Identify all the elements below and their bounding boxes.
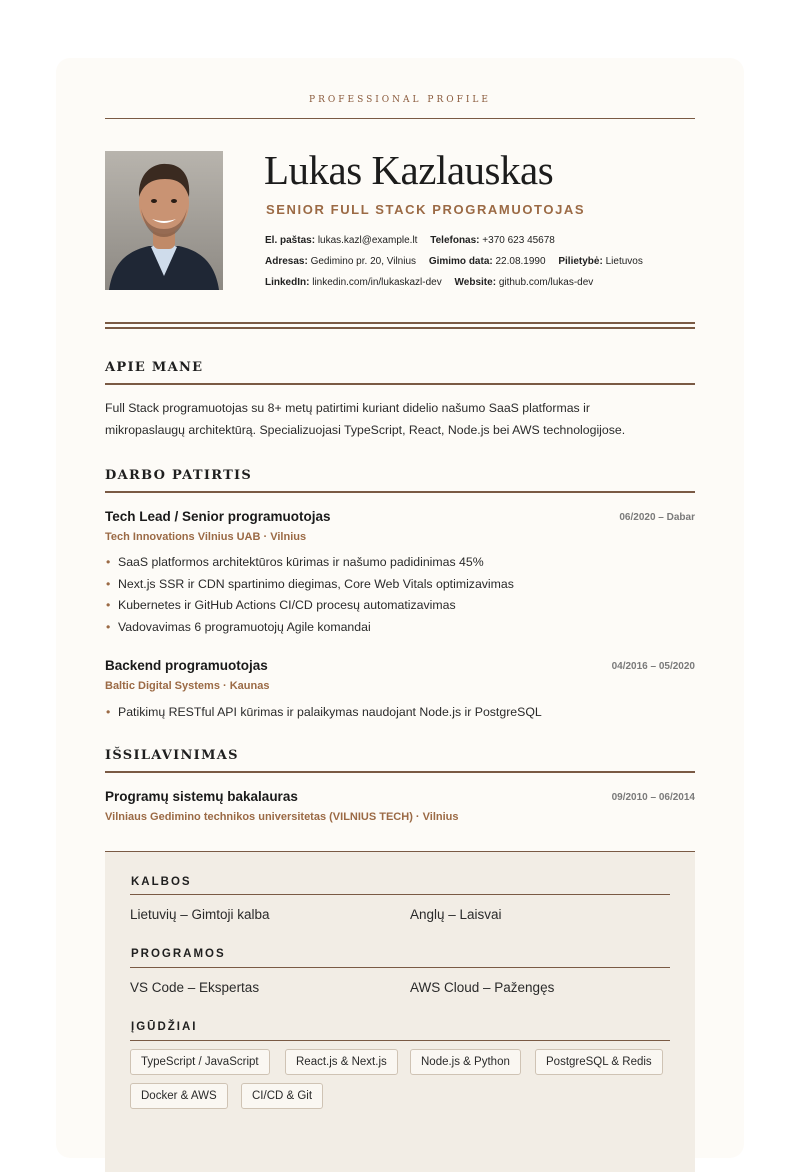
skills-panel — [105, 852, 695, 1172]
section-heading-skills: ĮGŪDŽIAI — [131, 1021, 198, 1033]
section-heading-experience: DARBO PATIRTIS — [105, 468, 253, 483]
section-heading-about: APIE MANE — [105, 360, 204, 375]
website-label: Website: — [454, 277, 497, 288]
programs-rule — [130, 967, 670, 968]
experience-rule — [105, 491, 695, 493]
linkedin-link[interactable]: linkedin.com/in/lukaskazl-dev — [312, 277, 442, 288]
website-link[interactable]: github.com/lukas-dev — [498, 277, 594, 288]
header-double-rule-top — [105, 322, 695, 324]
about-rule — [105, 383, 695, 385]
skill-tag: TypeScript / JavaScript — [130, 1049, 270, 1075]
about-text-line-1: Full Stack programuotojas su 8+ metų patirtimi kuriant didelio našumo SaaS platformas ir — [105, 401, 590, 415]
panel-top-rule — [105, 851, 695, 852]
citizenship-value: Lietuvos — [605, 256, 643, 267]
job-1-bullets — [105, 552, 514, 639]
education-rule — [105, 771, 695, 773]
section-heading-languages: KALBOS — [131, 876, 192, 888]
job-2-bullets — [105, 702, 542, 724]
skill-tag: PostgreSQL & Redis — [535, 1049, 663, 1075]
job-1-dates: 06/2020 – Dabar — [619, 512, 695, 523]
education-dates: 09/2010 – 06/2014 — [611, 792, 695, 803]
contact-row-3 — [265, 277, 603, 288]
citizenship-label: Pilietybė: — [558, 256, 603, 267]
list-item: • Kubernetes ir GitHub Actions CI/CD procesų automatizavimas — [105, 595, 514, 617]
header-double-rule-bottom — [105, 327, 695, 329]
job-2-dates: 04/2016 – 05/2020 — [611, 661, 695, 672]
email-value[interactable]: lukas.kazl@example.lt — [317, 235, 418, 246]
header-top-rule — [105, 118, 695, 119]
job-2-org: Baltic Digital Systems · Kaunas — [105, 680, 270, 692]
section-heading-education: IŠSILAVINIMAS — [105, 748, 239, 763]
email-label: El. paštas: — [265, 235, 316, 246]
address-value: Gedimino pr. 20, Vilnius — [310, 256, 417, 267]
phone-value[interactable]: +370 623 45678 — [482, 235, 555, 246]
resume-page — [56, 58, 744, 1158]
about-text-line-2: mikropaslaugų architektūrą. Specializuojasi TypeScript, React, Node.js bei AWS technologijose. — [105, 422, 626, 437]
education-school: Vilniaus Gedimino technikos universitetas (VILNIUS TECH) · Vilnius — [105, 811, 459, 823]
languages-rule — [130, 894, 670, 895]
birth-value: 22.08.1990 — [495, 256, 546, 267]
list-item: • Vadovavimas 6 programuotojų Agile komandai — [105, 617, 514, 639]
language-item-2: Anglų – Laisvai — [410, 907, 502, 922]
job-1-title: Tech Lead / Senior programuotojas — [105, 509, 331, 524]
contact-row-2 — [265, 256, 653, 267]
person-name: Lukas Kazlauskas — [264, 147, 554, 193]
about-text — [105, 398, 705, 441]
program-item-1: VS Code – Ekspertas — [130, 980, 260, 995]
skill-tag: React.js & Next.js — [285, 1049, 398, 1075]
list-item: • Next.js SSR ir CDN spartinimo diegimas, Core Web Vitals optimizavimas — [105, 574, 514, 596]
skill-tag: Node.js & Python — [410, 1049, 521, 1075]
education-degree: Programų sistemų bakalauras — [105, 789, 298, 804]
language-item-1: Lietuvių – Gimtoji kalba — [130, 907, 270, 922]
list-item: • SaaS platformos architektūros kūrimas ir našumo padidinimas 45% — [105, 552, 514, 574]
job-1-org: Tech Innovations Vilnius UAB · Vilnius — [105, 531, 307, 543]
skill-tag: Docker & AWS — [130, 1083, 228, 1109]
profile-photo — [105, 151, 223, 290]
skills-rule — [130, 1040, 670, 1041]
linkedin-label: LinkedIn: — [265, 277, 310, 288]
job-2-title: Backend programuotojas — [105, 658, 268, 673]
phone-label: Telefonas: — [430, 235, 480, 246]
list-item: • Patikimų RESTful API kūrimas ir palaikymas naudojant Node.js ir PostgreSQL — [105, 702, 542, 724]
birth-label: Gimimo data: — [428, 256, 493, 267]
job-title: SENIOR FULL STACK PROGRAMUOTOJAS — [266, 202, 586, 217]
contact-row-1 — [265, 235, 565, 246]
address-label: Adresas: — [265, 256, 308, 267]
skill-tag: CI/CD & Git — [241, 1083, 323, 1109]
program-item-2: AWS Cloud – Pažengęs — [410, 980, 555, 995]
page-kicker: PROFESSIONAL PROFILE — [309, 95, 491, 105]
section-heading-programs: PROGRAMOS — [131, 948, 226, 960]
